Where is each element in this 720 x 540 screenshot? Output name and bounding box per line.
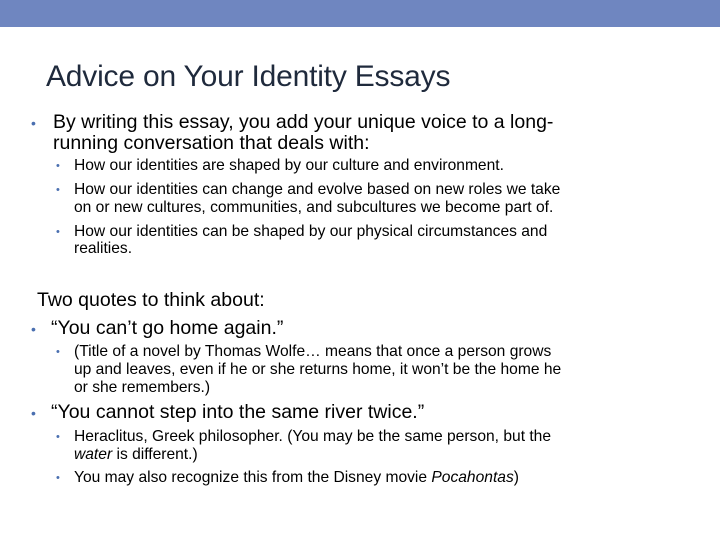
subpoint-3-line-2: realities. <box>74 240 133 257</box>
quote-1-text: “You can’t go home again.” <box>51 317 284 339</box>
quote-2-note-2-line <box>74 469 519 486</box>
italic-pocahontas: Pocahontas <box>431 469 514 486</box>
subpoint-1-line-1: How our identities are shaped by our culture and environment. <box>74 157 504 174</box>
bullet-icon: • <box>56 160 60 172</box>
quote-2-note-1-line-2 <box>74 446 198 463</box>
quote-2-note-1-line-1: Heraclitus, Greek philosopher. (You may be the same person, but the <box>74 428 552 445</box>
intro-line-1: By writing this essay, you add your unique voice to a long- <box>53 111 554 133</box>
subpoint-3-line-1: How our identities can be shaped by our physical circumstances and <box>74 223 548 240</box>
bullet-icon: • <box>31 405 36 421</box>
subpoint-2-line-2: on or new cultures, communities, and subcultures we become part of. <box>74 199 554 216</box>
quote-2-text: “You cannot step into the same river twice.” <box>51 401 425 423</box>
note-2-suffix: ) <box>513 469 519 486</box>
bullet-icon: • <box>31 321 36 337</box>
intro-line-2: running conversation that deals with: <box>53 132 370 154</box>
note-2-prefix: You may also recognize this from the Disney movie <box>74 469 432 486</box>
note-1-line-2-rest: is different.) <box>112 446 198 463</box>
bullet-icon: • <box>56 431 60 443</box>
bullet-icon: • <box>56 346 60 358</box>
slide-title: Advice on Your Identity Essays <box>46 60 451 93</box>
quote-1-note-line-3: or she remembers.) <box>74 379 211 396</box>
quote-1-note-line-2: up and leaves, even if he or she returns home, it won’t be the home he <box>74 361 562 378</box>
quotes-heading: Two quotes to think about: <box>37 289 265 311</box>
quote-1-note-line-1: (Title of a novel by Thomas Wolfe… means that once a person grows <box>74 343 552 360</box>
bullet-icon: • <box>56 226 60 238</box>
bullet-icon: • <box>56 184 60 196</box>
bullet-icon: • <box>31 115 36 131</box>
subpoint-2-line-1: How our identities can change and evolve based on new roles we take <box>74 181 561 198</box>
italic-water: water <box>74 446 113 463</box>
bullet-icon: • <box>56 472 60 484</box>
